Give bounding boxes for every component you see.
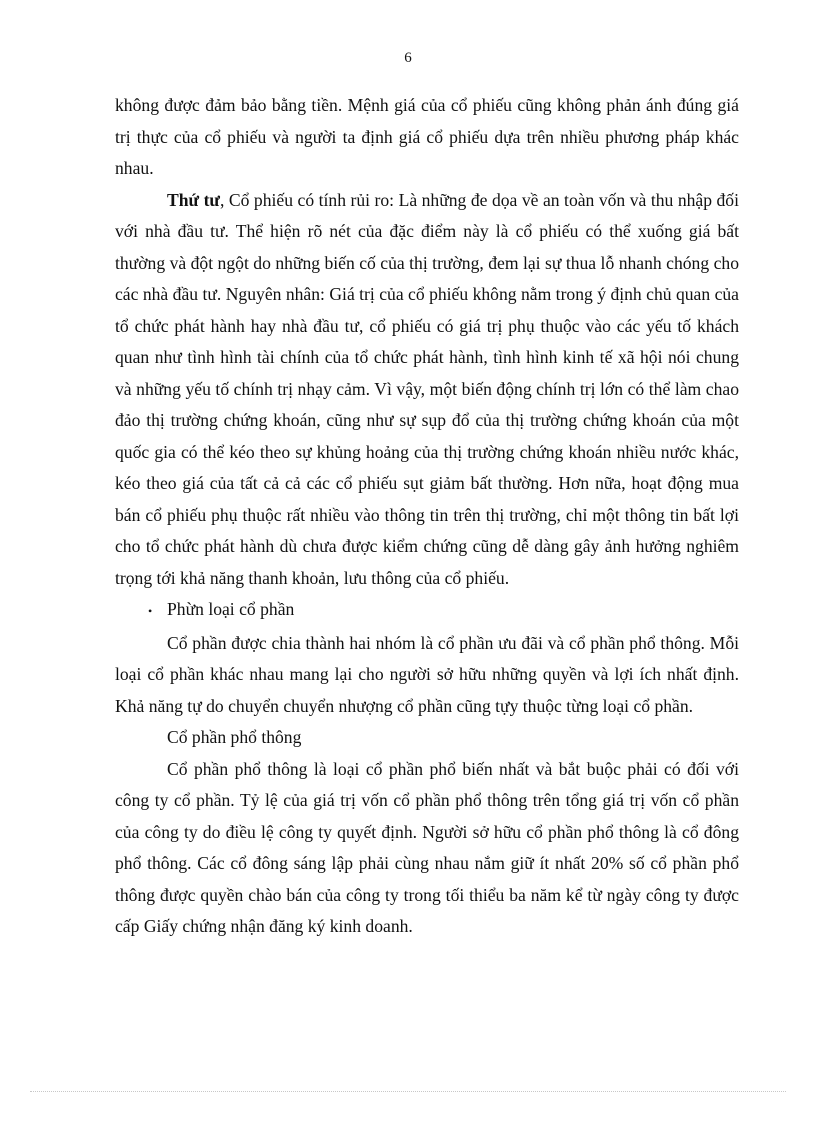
section-heading-common-shares: Cổ phần phổ thông — [167, 727, 302, 747]
paragraph-continuation: không được đảm bảo bằng tiền. Mệnh giá của cổ phiếu cũng không phản ánh đúng giá trị thực của cổ phiếu và người ta định giá cổ phiếu dựa trên nhiều phương pháp khác nhau. — [115, 95, 739, 178]
paragraph-common-shares: Cổ phần phổ thông là loại cổ phần phổ biến nhất và bắt buộc phải có đối với công ty cổ phần. Tỷ lệ của giá trị vốn cổ phần phổ thông trên tổng giá trị vốn cổ phần của công ty do điều lệ công ty quyết định. Người sở hữu cổ phần phổ thông là cổ đông phổ thông. Các cổ đông sáng lập phải cùng nhau nắm giữ ít nhất 20% số cổ phần phổ thông được quyền chào bán của công ty trong tối thiểu ba năm kể từ ngày công ty được cấp Giấy chứng nhận đăng ký kinh doanh. — [115, 758, 739, 936]
page-number: 6 — [404, 50, 412, 66]
list-item-classification — [115, 594, 739, 628]
list-item-label: Phừn loại cổ phần — [167, 599, 295, 619]
paragraph-risk — [115, 185, 739, 595]
paragraph-lead-term: Thứ tư — [167, 189, 220, 210]
page-bottom-divider — [30, 1091, 786, 1092]
paragraph-share-types: Cổ phần được chia thành hai nhóm là cổ phần ưu đãi và cổ phần phổ thông. Mỗi loại cổ phần khác nhau mang lại cho người sở hữu những quyền và lợi ích nhất định. Khả năng tự do chuyển chuyển nhượng cổ phần cũng tựy thuộc từng loại cổ phần. — [115, 632, 739, 716]
bullet-icon: • — [148, 604, 153, 618]
document-body — [115, 90, 739, 943]
paragraph-risk-body: , Cổ phiếu có tính rủi ro: Là những đe dọa về an toàn vốn và thu nhập đối với nhà đầu tư. Thể hiện rõ nét của đặc điểm này là cổ phiếu có thể xuống giá bất thường và đột ngột do những biến cố của thị trường, đem lại sự thua lỗ nhanh chóng cho các nhà đầu tư. Nguyên nhân: Giá trị của cổ phiếu không nằm trong ý định chủ quan của tổ chức phát hành hay nhà đầu tư, cổ phiếu có giá trị phụ thuộc vào các yếu tố khách quan như tình hình tài chính của tổ chức phát hành, tình hình kinh tế xã hội nói chung và những yếu tố chính trị nhạy cảm. Vì vậy, một biến động chính trị lớn có thể làm chao đảo thị trường chứng khoán, cũng như sự sụp đổ của thị trường chứng khoán của một quốc gia có thể kéo theo sự khủng hoảng của thị trường chứng khoán nhiều nước khác, kéo theo giá của tất cả cả các cổ phiếu sụt giảm bất thường. Hơn nữa, hoạt động mua bán cổ phiếu phụ thuộc rất nhiều vào thông tin trên thị trường, chỉ một thông tin bất lợi cho tổ chức phát hành dù chưa được kiểm chứng cũng dễ dàng gây ảnh hưởng nghiêm trọng tới khả năng thanh khoản, lưu thông của cổ phiếu. — [115, 189, 739, 588]
